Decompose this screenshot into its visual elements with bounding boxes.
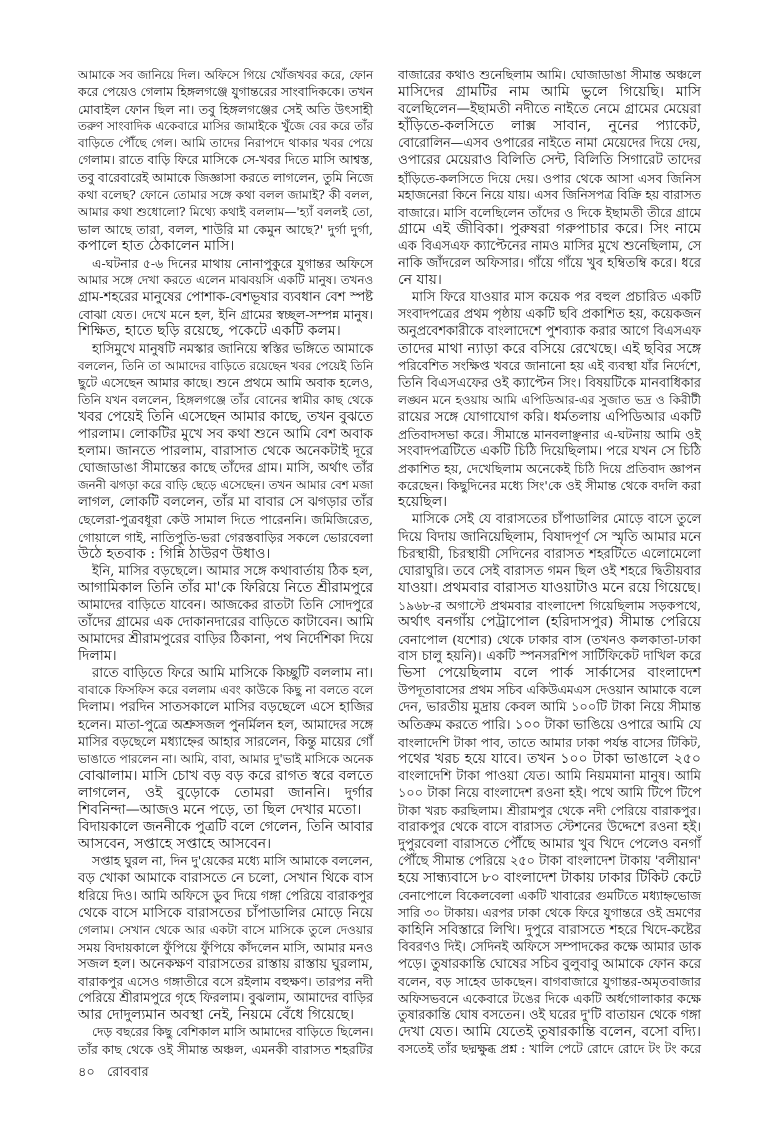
text-line: পরিবেশিত সংক্ষিপ্ত খবরে জানানো হয় এই ব্যবস্থা যাঁর নির্দেশে, — [398, 358, 701, 373]
text-line: মোবাইল ফোন ছিল না। তবু হিঙ্গলগঞ্জের সেই অতি উৎসাহী — [78, 102, 373, 118]
text-line: হাসিমুখে মানুষটি নমস্কার জানিয়ে স্বস্তির ভঙ্গিতে আমাকে — [92, 341, 373, 357]
text-line: কাহিনি সবিস্তারে লিখি। দুপুরে বারাসতে শহরে খিদে-কষ্টের — [398, 922, 701, 938]
text-line: ভাল আছে তারা, বলল, শাউরি মা কেমুন আছে?' দুর্গা দুর্গা, — [78, 221, 373, 237]
text-line: বাংলাদেশি টাকা পাওয়া যেত। আমি নিয়মমানা মানুষ। আমি — [398, 768, 701, 784]
text-line: তুষারকান্তি ঘোষ বসতেন। ওই ঘরের দু'টি বাতায়ন থেকে গঙ্গা — [398, 1008, 701, 1024]
paragraph — [78, 853, 373, 1024]
text-line: বাংলাদেশি টাকা পাব, তাতে আমার ঢাকা পর্যন্ত বাসের টিকিট, — [398, 734, 701, 750]
text-line: ওপারের মেয়েরাও বিলিতি সেন্ট, বিলিতি সিগারেট তাদের — [398, 153, 701, 169]
text-line: দিলাম। — [78, 648, 117, 665]
paragraph — [78, 1024, 373, 1058]
text-line: বলেছিলেন—ইছামতী নদীতে নাইতে নেমে গ্রামের মেয়েরা — [398, 101, 701, 118]
text-line: বাজারের কথাও শুনেছিলাম আমি। ঘোজাডাঙা সীমান্ত অঞ্চলে — [398, 68, 701, 82]
text-line: ভাঙাতে পারলেন না। আমি, বাবা, আমার দু'ভাই মাসিকে অনেক — [78, 751, 373, 766]
text-line: ছেলেরা-পুত্রবধূরা কেউ সামাল দিতে পারেননি। জমিজিরেত, — [78, 512, 373, 528]
text-line: বলেন, বড় সাহেব ডাকছেন। বাগবাজারে যুগান্তর-অমৃতবাজার — [398, 973, 701, 989]
text-line: গেলাম। সেখান থেকে আর একটা বাসে মাসিকে তুলে দেওয়ার — [78, 922, 373, 937]
text-line: বারাকপুর এসেও গঙ্গাতীরে বসে রইলাম বহুক্ষণ। তারপর নদী — [78, 973, 373, 989]
text-line: চিরস্থায়ী, চিরস্থায়ী সেদিনের বারাসত শহরটিতে এলোমেলো — [398, 546, 701, 562]
right-column — [398, 67, 701, 1058]
text-line: থেকে বাসে মাসিকে বারাসতের চাঁপাডালির মোড়ে নিয়ে — [78, 904, 373, 921]
text-line: হলাম। জানতে পারলাম, বারাসাত থেকে অনেকটাই দূরে — [78, 443, 373, 460]
text-line: পথের খরচ হয়ে যাবে। তখন ১০০ টাকা ভাঙালে ২৫০ — [398, 750, 701, 767]
text-line: মাসির বড়ছেলে মধ্যাহ্নের আহার সারলেন, কিন্তু মায়ের গোঁ — [78, 734, 373, 750]
text-line: তিনি যখন বললেন, হিঙ্গলগঞ্জে তাঁর বোনের স্বামীর কাছ থেকে — [78, 392, 373, 407]
text-line: রায়ের সঙ্গে যোগাযোগ করি। ধর্মতলায় এপিডিআর একটি — [398, 408, 701, 425]
text-line: কথা বলেছ? ফোনে তোমার সঙ্গে কথা বলল জামাই? কী বলল, — [78, 187, 373, 202]
page-number: ৪০ — [78, 1065, 95, 1080]
paragraph — [398, 289, 701, 511]
text-line: তরুণ সাংবাদিক একেবারে মাসির জামাইকে খুঁজে বের করে তাঁর — [78, 119, 373, 134]
paragraph — [398, 597, 701, 1059]
text-line: জননী ঝগড়া করে বাড়ি ছেড়ে এসেছেন। তখন আমার বেশ মজা — [78, 478, 373, 493]
text-line: বোঝালাম। মাসি চোখ বড় বড় করে রাগত স্বরে বলতে — [78, 767, 373, 784]
text-line: তাঁদের গ্রামের এক দোকানদারের বাড়িতে কাটাবেন। আমি — [78, 615, 374, 630]
text-line: সপ্তাহ ঘুরল না, দিন দু'য়েকের মধ্যে মাসি আমাকে বললেন, — [92, 854, 373, 869]
paragraph — [398, 67, 701, 289]
text-line: হলেন। মাতা-পুত্রে অশ্রুসজল পুনর্মিলন হল, আমাদের সঙ্গে — [78, 717, 373, 733]
paragraph — [398, 511, 701, 596]
text-line: অতিক্রম করতে পারি। ১০০ টাকা ভাঙিয়ে ওপারে আমি যে — [398, 717, 701, 733]
text-line: আমার সঙ্গে দেখা করতে এলেন মাঝবয়সি একটি মানুষ। তখনও — [78, 273, 373, 288]
text-line: আমাদের শ্রীরামপুরের বাড়ির ঠিকানা, পথ নির্দেশিকা দিয়ে — [78, 632, 373, 648]
page-footer — [78, 1064, 149, 1082]
text-line: টাকা খরচ করছিলাম। শ্রীরামপুর থেকে নদী পেরিয়ে বারাকপুর। — [398, 803, 701, 819]
text-line: লাগল, লোকটি বললেন, তাঁর মা বাবার সে ঝগড়ার তাঁর — [78, 495, 373, 511]
text-line: বেনাপোলে বিকেলবেলা একটি খাবারের গুমটিতে মধ্যাহ্নভোজ — [398, 888, 701, 903]
text-line: দিলাম। পরদিন সাতসকালে মাসির বড়ছেলে এসে হাজির — [78, 700, 373, 716]
text-line: বাবাকে ফিসফিস করে বললাম এবং কাউকে কিছু না বলতে বলে — [78, 683, 373, 698]
paragraph — [78, 255, 373, 340]
text-line: কপালে হাত ঠেকালেন মাসি। — [78, 237, 235, 254]
text-line: ইনি, মাসির বড়ছেলে। আমার সঙ্গে কথাবার্তায় ঠিক হল, — [92, 563, 373, 579]
text-line: ১৯৬৮-র অগাস্টে প্রথমবার বাংলাদেশ গিয়েছিলাম সড়কপথে, — [398, 597, 701, 613]
text-line: উঠে হতবাক : গিন্নি ঠাউরণ উধাও। — [78, 545, 271, 562]
paragraph — [78, 819, 373, 853]
text-line: সংবাদপত্রটিতে একটি চিঠি দিয়েছিলাম। পরে যখন সে চিঠি — [398, 444, 701, 460]
text-line: ঘোরাঘুরি। তবে সেই বারাসত গমন ছিল ওই শহরে দ্বিতীয়বার — [398, 563, 701, 579]
text-line: বাজারে। মাসি বলেছিলেন তাঁদের ও দিকে ইছামতী তীরে গ্রামে — [398, 204, 701, 220]
text-line: পেরিয়ে শ্রীরামপুরে গৃহে ফিরলাম। বুঝলাম, আমাদের বাড়ির — [78, 991, 373, 1007]
text-line: বড় খোকা আমাকে বারাসতে নে চলো, সেখান থিকে বাস — [78, 871, 373, 887]
text-line: ভিসা পেয়েছিলাম বলে পার্ক সার্কাসের বাংলাদেশ — [398, 665, 701, 682]
text-line: আসবেন, সপ্তাহে সপ্তাহে আসবেন। — [78, 836, 272, 853]
text-line: শিক্ষিত, হাতে ছড়ি রয়েছে, পকেটে একটি কলম। — [78, 323, 341, 340]
text-line: ধরিয়ে দিও। আমি অফিসে ডুব দিয়ে গঙ্গা পেরিয়ে বারাকপুর — [78, 888, 373, 904]
text-line: আমাকে সব জানিয়ে দিল। অফিসে গিয়ে খোঁজখবর করে, ফোন — [78, 68, 373, 82]
paragraph — [78, 341, 373, 563]
text-line: সময় বিদায়কালে ফুঁপিয়ে ফুঁপিয়ে কাঁদলেন মাসি, আমার মনও — [78, 939, 374, 955]
text-line: গোয়ালে গাই, নাতিপুতি-ভরা গেরস্তবাড়ির সকলে ভোরবেলা — [78, 529, 373, 545]
text-line: দেড় বছরের কিছু বেশিকাল মাসি আমাদের বাড়িতে ছিলেন। — [92, 1025, 374, 1040]
text-line: বারাকপুর থেকে বাসে বারাসত স্টেশনের উদ্দেশে রওনা হই। — [398, 820, 701, 836]
text-line: ঘোজাডাঙা সীমান্তের কাছে তাঁদের গ্রাম। মাসি, অর্থাৎ তাঁর — [78, 461, 374, 477]
text-line: দেন, ভারতীয় মুদ্রায় কেবল আমি ১০০টি টাকা নিয়ে সীমান্ত — [398, 700, 701, 716]
text-line: প্রকাশিত হয়, দেখেছিলাম অনেকেই চিঠি দিয়ে প্রতিবাদ জ্ঞাপন — [398, 461, 701, 477]
text-line: সজল হল। অনেকক্ষণ বারাসতের রাস্তায় রাস্তায় ঘুরলাম, — [78, 955, 373, 972]
text-line: করেছেন। কিছুদিনের মধ্যে সিং'কে ওই সীমান্ত থেকে বদলি করা — [398, 478, 701, 494]
text-line: বিদায়কালে জননীকে পুত্রটি বলে গেলেন, তিনি আবার — [78, 819, 373, 836]
text-line: বাস চালু হয়নি)। একটি স্পনসরশিপ সার্টিফিকেট দাখিল করে — [398, 649, 701, 665]
text-line: দুপুরবেলা বারাসতে পৌঁছে আমার খুব খিদে পেলেও বনগাঁ — [398, 837, 701, 853]
text-line: অর্থাৎ বনগাঁয় পেট্রাপোল (হরিদাসপুর) সীমান্ত পেরিয়ে — [398, 614, 701, 630]
text-line: প্রতিবাদসভা করে। সীমান্তে মানবলাঞ্ছনার এ-ঘটনায় আমি ওই — [398, 426, 701, 442]
text-line: অনুপ্রবেশকারীকে বাংলাদেশে পুশব্যাক করার আগে বিএসএফ — [398, 324, 701, 340]
text-line: বোঝা যেত। দেখে মনে হল, ইনি গ্রামের স্বচ্ছল-সম্পন্ন মানুষ। — [78, 307, 373, 323]
text-line: সারি ৩০ টাকায়। এরপর ঢাকা থেকে ফিরে যুগান্তরে ওই ভ্রমণের — [398, 905, 701, 920]
text-line: তাদের মাথা ন্যাড়া করে বসিয়ে রেখেছে। এই ছবির সঙ্গে — [398, 340, 701, 357]
text-line: তাঁর কাছ থেকে ওই সীমান্ত অঞ্চল, এমনকী বারাসত শহরটির — [78, 1042, 373, 1058]
text-line: লাগলেন, ওই বুড়োকে তোমরা জাননি। দুর্গার — [78, 784, 373, 801]
text-line: তবু বারেবারেই আমাকে জিজ্ঞাসা করতে লাগলেন, তুমি নিজে — [78, 170, 373, 185]
text-line: বেনাপোল (যশোর) থেকে ঢাকার বাস (তখনও কলকাতা-ঢাকা — [398, 632, 701, 648]
text-line: যাওয়া। প্রথমবার বারাসত যাওয়াটাও মনে রয়ে গিয়েছে। — [398, 579, 701, 596]
text-line: হয়ে সান্ধ্যবাসে ৮০ বাংলাদেশ টাকায় ঢাকার টিকিট কেটে — [398, 870, 701, 887]
text-line: বললেন, তিনি তা আমাদের বাড়িতে রয়েছেন খবর পেয়েই তিনি — [78, 358, 373, 373]
text-line: গ্রাম-শহরের মানুষের পোশাক-বেশভূষার ব্যবধান বেশ স্পষ্ট — [78, 290, 373, 306]
text-line: পড়ে। তুষারকান্তি ঘোষের সচিব বুলুবাবু আমাকে ফোন করে — [398, 956, 701, 972]
text-line: ছুটে এসেছেন আমার কাছে। শুনে প্রথমে আমি অবাক হলেও, — [78, 375, 373, 390]
paragraph — [78, 67, 373, 255]
text-line: আগামিকাল তিনি তাঁর মা'কে ফিরিয়ে নিতে শ্রীরামপুরে — [78, 579, 373, 596]
text-line: রাতে বাড়িতে ফিরে আমি মাসিকে কিচ্ছুটি বললাম না। — [92, 666, 373, 682]
text-line: মাসিদের গ্রামটির নাম আমি ভুলে গিয়েছি। মাসি — [398, 84, 701, 101]
text-line: বাড়িতে পৌঁছে গেল। আমি তাদের নিরাপদে থাকার খবর পেয়ে — [78, 136, 373, 151]
text-line: অফিসভবনে একেবারে টঙের দিকে একটি অর্ধগোলাকার কক্ষে — [398, 991, 701, 1007]
text-line: করে পেয়েও গেলাম হিঙ্গলগঞ্জে যুগান্তরের সাংবাদিককে। তখন — [78, 85, 373, 100]
text-line: নে যায়। — [398, 272, 442, 289]
text-line: পারলাম। লোকটির মুখে সব কথা শুনে আমি বেশ অবাক — [78, 425, 373, 442]
text-line: উপদূতাবাসের প্রথম সচিব একিউএমএস দেওয়ান আমাকে বলে — [398, 683, 701, 698]
text-line: দিয়ে বিদায় জানিয়েছিলাম, বিষাদপূর্ণ সে স্মৃতি আমার মনে — [398, 529, 701, 545]
text-line: বসতেই তাঁর ছদ্মক্ষুব্ধ প্রশ্ন : খালি পেটে রোদে রোদে টং টং করে — [398, 1042, 701, 1057]
text-line: শিবনিন্দা—আজও মনে পড়ে, তা ছিল দেখার মতো। — [78, 802, 362, 819]
left-column — [78, 67, 373, 1058]
paragraph — [78, 563, 373, 666]
text-line: হয়েছিল। — [398, 494, 448, 511]
text-line: মহাজনেরা কিনে নিয়ে যায়। এসব জিনিসপত্র বিক্রি হয় বারাসত — [398, 187, 701, 202]
text-line: লঙ্ঘন মনে হওয়ায় আমি এপিডিআর-এর সুজাত ভদ্র ও কিরীটী — [398, 392, 701, 407]
text-line: আর দোদুল্যমান অবস্থা নেই, নিয়মে বেঁধে গিয়েছে। — [78, 1007, 354, 1024]
text-line: গ্রামে এই জীবিকা। পুরুষরা গরুপাচার করে। সিং নামে — [398, 220, 701, 237]
text-line: এ-ঘটনার ৫-৬ দিনের মাথায় নোনাপুকুরে যুগান্তর অফিসে — [92, 256, 373, 272]
text-line: আমার কথা শুধোলো? মিথ্যে কথাই বললাম—'হ্যাঁ বললই তো, — [78, 204, 373, 219]
text-line: মাসি ফিরে যাওয়ার মাস কয়েক পর বহুল প্রচারিত একটি — [412, 290, 701, 306]
text-line: খবর পেয়েই তিনি এসেছেন আমার কাছে, তখন বুঝতে — [78, 408, 373, 425]
publication-name: রোববার — [107, 1065, 149, 1080]
text-line: ১০০ টাকা নিয়ে বাংলাদেশ রওনা হই। পথে আমি টিপে টিপে — [398, 785, 701, 801]
text-line: মাসিকে সেই যে বারাসতের চাঁপাডালির মোড়ে বাসে তুলে — [412, 512, 701, 528]
text-line: আমাদের বাড়িতে যাবেন। আজকের রাতটা তিনি সোদপুরে — [78, 597, 373, 613]
text-line: গেলাম। রাতে বাড়ি ফিরে মাসিকে সে-খবর দিতে মাসি আশ্বস্ত, — [78, 153, 373, 168]
text-line: এক বিএসএফ ক্যাপ্টেনের নামও মাসির মুখে শুনেছিলাম, সে — [398, 238, 701, 254]
text-line: পৌঁছে সীমান্ত পেরিয়ে ২৫০ টাকা বাংলাদেশ টাকায় 'বলীয়ান' — [398, 854, 701, 870]
text-line: তিনি বিএসএফের ওই ক্যাপ্টেন সিং। বিষয়টিকে মানবাধিকার — [398, 375, 701, 391]
text-line: হাঁড়িতে-কলসিতে দিয়ে দেয়। ওপার থেকে আসা এসব জিনিস — [398, 170, 701, 186]
paragraph — [78, 665, 373, 819]
text-line: বোরোলিন—এসব ওপারের নাইতে নামা মেয়েদের দিয়ে দেয়, — [398, 136, 701, 152]
text-line: হাঁড়িতে-কলসিতে লাক্স সাবান, নুনের প্যাকেট, — [398, 118, 701, 135]
text-line: বিবরণও দিই। সেদিনই অফিসে সম্পাদকের কক্ষে আমার ডাক — [398, 939, 701, 955]
text-line: সংবাদপত্রের প্রথম পৃষ্ঠায় একটি ছবি প্রকাশিত হয়, কয়েকজন — [398, 307, 701, 323]
text-line: নাকি জাঁদরেল অফিসার। গাঁয়ে গাঁয়ে খুব হম্বিতম্বি করে। ধরে — [398, 256, 701, 272]
text-line: দেখা যেত। আমি যেতেই তুষারকান্তি বলেন, বসো বদ্যি। — [398, 1024, 701, 1041]
